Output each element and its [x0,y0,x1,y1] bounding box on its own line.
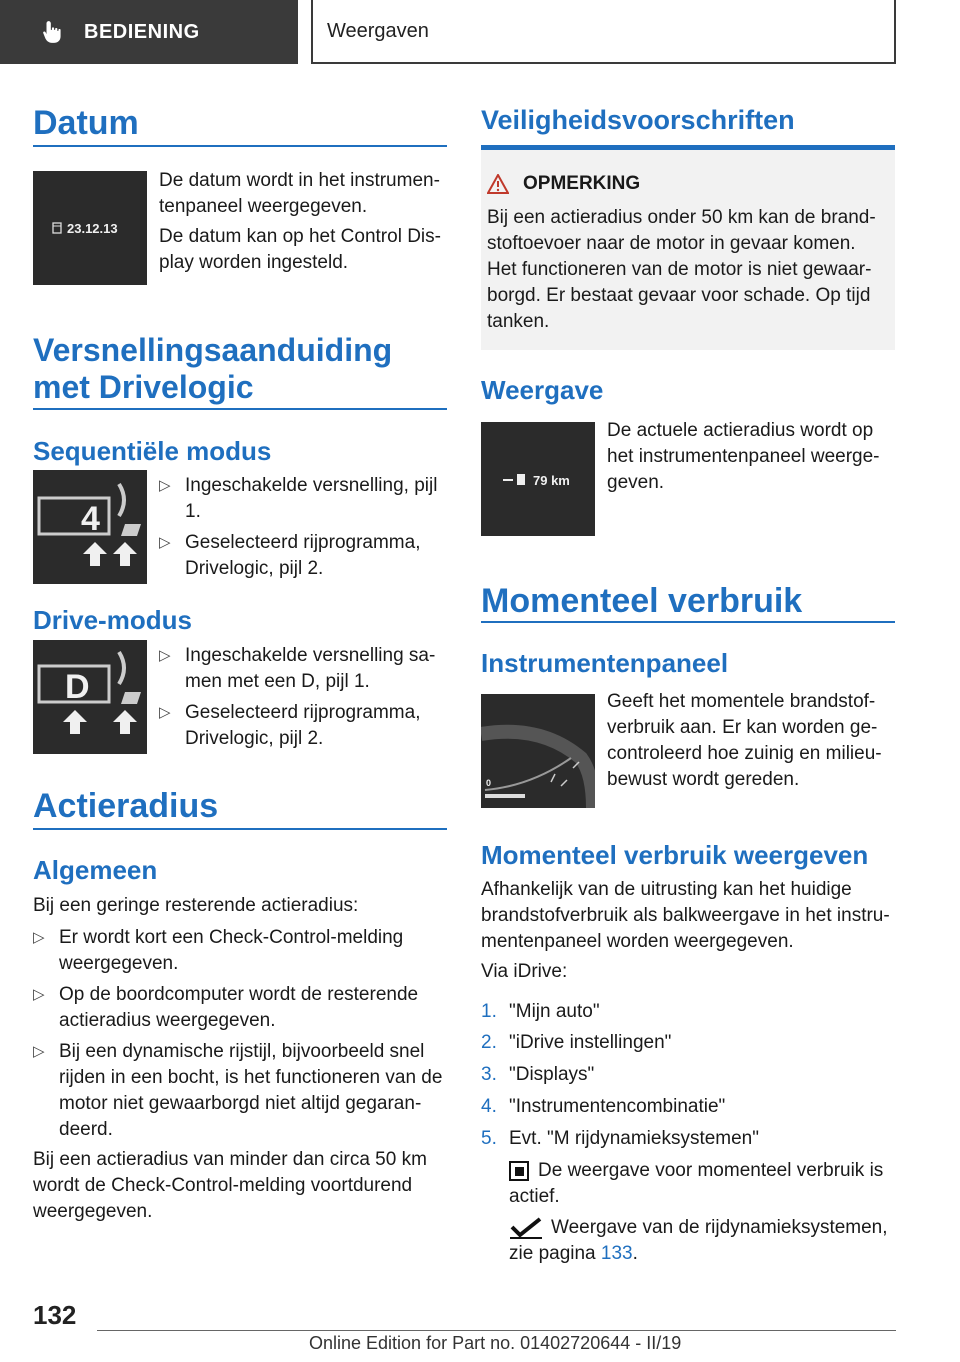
rule [481,621,895,623]
heading-datum: Datum [33,104,139,142]
heading-algemeen: Algemeen [33,855,158,885]
date-value: 23.12.13 [67,221,118,236]
warning-header: OPMERKING [487,173,640,195]
step-item: 3. "Displays" [481,1064,595,1085]
chapter-title: BEDIENING [84,20,200,43]
fuel-pump-icon [503,474,525,485]
heading-veiligheidsvoorschriften: Veiligheidsvoorschriften [481,105,795,135]
instrumentenpaneel-paragraph: Geeft het momentele brandstof-verbruik aan. Er kan worden ge-controleerd hoe zuinig en milieu-bewust wordt gereden. [607,691,882,790]
datum-paragraph-1: De datum wordt in het instrumen-tenpaneel weergegeven. [159,170,440,217]
svg-text:2: 2 [121,554,127,564]
actieradius-closing: Bij een actieradius van minder dan circa 50 km wordt de Check-Control-melding voortdurend weergegeven. [33,1149,427,1222]
svg-text:2: 2 [121,722,127,732]
gear-letter: D [65,668,90,706]
gear-display-drive-image [33,640,147,754]
option-1-text: De weergave voor momenteel verbruik is actief. [509,1160,884,1207]
triangle-bullet-icon: ▷ [33,1043,45,1060]
option-2-text: Weergave van de rijdynamieksystemen, zie pagina 133. [509,1217,888,1264]
triangle-bullet-icon: ▷ [159,477,171,494]
footer-rule [97,1330,896,1331]
heading-momenteel-verbruik: Momenteel verbruik [481,582,803,620]
heading-instrumentenpaneel: Instrumentenpaneel [481,648,729,678]
list-item: ▷ Bij een dynamische rijstijl, bijvoorbeeld snel rijden in een bocht, is het functioneren van de motor niet gewaarborgd niet altijd gegaran-deerd. [33,1039,451,1143]
heading-actieradius: Actieradius [33,787,219,825]
step-item: 5. Evt. "M rijdynamieksystemen" [481,1128,759,1149]
via-idrive: Via iDrive: [481,961,568,982]
list-item: ▷ Op de boordcomputer wordt de resterende actieradius weergegeven. [33,982,451,1034]
rule [33,145,447,147]
consumption-gauge-image [481,694,595,808]
rule [33,828,447,830]
list-item: ▷ Ingeschakelde versnelling, pijl 1. [159,473,449,525]
list-item: ▷ Geselecteerd rijprogramma, Drivelogic, pijl 2. [159,530,449,582]
step-item: 4. "Instrumentencombinatie" [481,1096,726,1117]
heading-sequentiele-modus: Sequentiële modus [33,436,272,466]
svg-text:0: 0 [486,778,492,788]
triangle-bullet-icon: ▷ [159,534,171,551]
warning-triangle-icon [487,174,509,194]
weergave-paragraph: De actuele actieradius wordt op het instrumentenpaneel weerge-geven. [607,420,880,493]
svg-text:1: 1 [71,722,77,732]
heading-weergave: Weergave [481,375,604,405]
actieradius-intro: Bij een geringe resterende actieradius: [33,895,359,916]
warning-box [481,150,895,350]
section-title: Weergaven [311,0,896,64]
hand-pointer-icon [40,19,66,45]
svg-text:1: 1 [91,554,97,564]
heading-versnelling [33,332,392,406]
heading-verbruik-weergeven: Momenteel verbruik weergeven [481,840,869,870]
step-item: 2. "iDrive instellingen" [481,1032,672,1053]
date-display-image [33,171,147,285]
triangle-bullet-icon: ▷ [33,986,45,1003]
verbruik-weergeven-paragraph: Afhankelijk van de uitrusting kan het huidige brandstofverbruik als balkweergave in het instru-mentenpaneel worden weergegeven. [481,879,890,952]
triangle-bullet-icon: ▷ [159,704,171,721]
heading-line-1: Versnellingsaanduiding [33,332,393,368]
rule [33,408,447,410]
datum-paragraph-2: De datum kan op het Control Dis-play worden ingesteld. [159,226,441,273]
arrow-2-icon [113,710,137,734]
arrow-1-icon [63,710,87,734]
calendar-icon [53,223,61,233]
arrow-1-icon [83,542,107,566]
page-reference-link[interactable]: 133 [600,1243,633,1264]
list-item: ▷ Geselecteerd rijprogramma, Drivelogic, pijl 2. [159,700,449,752]
chapter-tab [0,0,298,64]
gear-number: 4 [81,500,100,538]
edition-info: Online Edition for Part no. 01402720644 - II/19 [309,1333,682,1353]
triangle-bullet-icon: ▷ [33,929,45,946]
triangle-bullet-icon: ▷ [159,647,171,664]
step-item: 1. "Mijn auto" [481,1001,600,1022]
gear-display-sequential-image [33,470,147,584]
warning-text: Bij een actieradius onder 50 km kan de brand-stoftoevoer naar de motor in gevaar komen. Het functioneren van de motor is niet gewaar-borgd. Er bestaat gevaar voor schade. Op tijd tanken. [487,207,876,332]
heading-drive-modus: Drive-modus [33,605,192,635]
heading-line-2: met Drivelogic [33,369,254,405]
list-item: ▷ Ingeschakelde versnelling sa-men met een D, pijl 1. [159,643,449,695]
range-value: 79 km [533,473,570,488]
page-number: 132 [33,1300,77,1330]
range-display-image [481,422,595,536]
arrow-2-icon [113,542,137,566]
list-item: ▷ Er wordt kort een Check-Control-melding weergegeven. [33,925,451,977]
